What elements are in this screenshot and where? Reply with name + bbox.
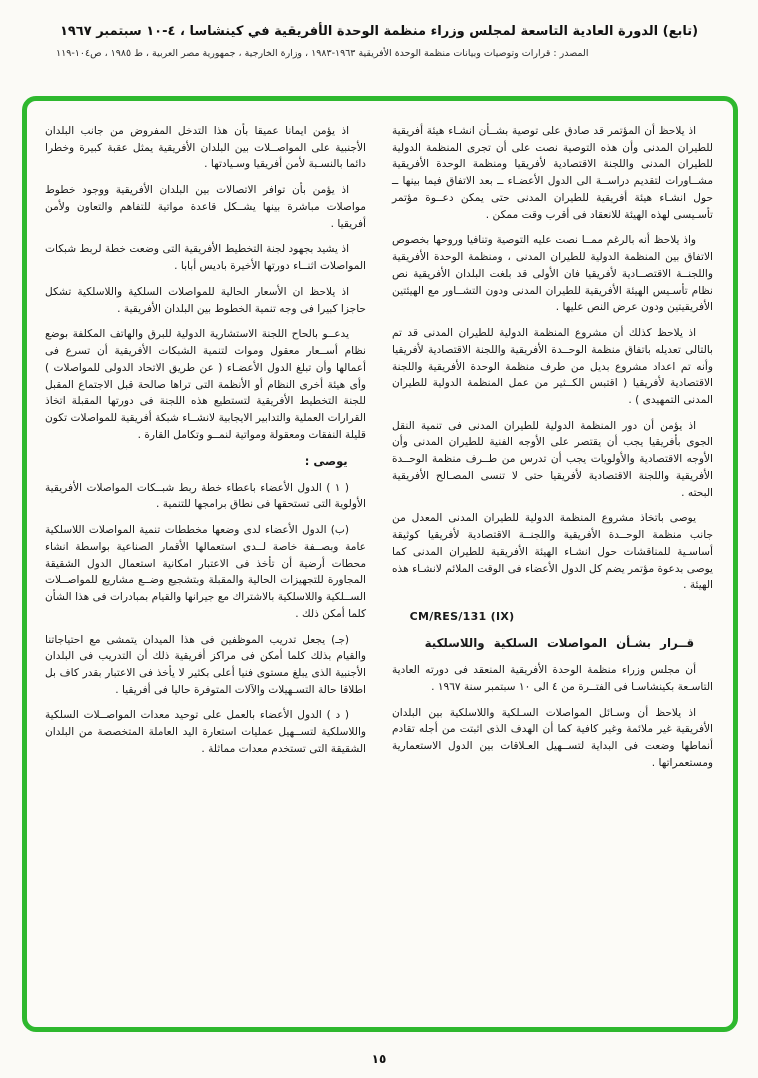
- left-column: [45, 123, 366, 1013]
- paragraph: اذ يؤمن ايمانا عميقا بأن هذا التدخل المفروض من جانب البلدان الأجنبية على المواصــلات بين البلدان الأفريقية يمثل عقبة كبيرة وخطرا دائما بالنسـبة لأمن أفريقيا وسـيادتها .: [45, 125, 366, 171]
- paragraph: واذ يلاحظ أنه بالرغم ممــا نصت عليه التوصية وتنافيا وروحها بخصوص الاتفاق بين المنظمة الدولية للطيران المدنى ، ومنظمة الوحدة الأفريقية واللجنــة الاقتصــادية لأفريقيا فان الأولى قد بلغت البلدان الأفريقية نص نظام تأسـيس الهيئة الأفريقية للطيران المدنى ودون التشــاور مع الهيئتين الأفريقيتين ودون عرض النص عليها .: [392, 234, 713, 314]
- paragraph: اذ يؤمن أن دور المنظمة الدولية للطيران المدنى فى تنمية النقل الجوى بأفريقيا يجب أن يقتصر على الأوجه الفنية للطيران المدنى وأن الأوجه الاقتصادية والأولويات يجب أن تدرس من طــرف منظمة الوحــدة الأفريقية واللجنة الاقتصادية لأفريقيا حتى لا تنسى المصـالح الأفريقية البحته .: [392, 419, 713, 499]
- page-number: ١٥: [371, 1052, 387, 1066]
- paragraph: اذ يلاحظ كذلك أن مشروع المنظمة الدولية للطيران المدنى قد تم بالتالى تعديله باتفاق منظمة الوحــدة الأفريقية واللجنة الاقتصادية لأفريقيا وأنه تم اعداد مشروع بديل من طرف منظمة الوحدة الأفريقية واللجنة الاقتصادية لأفريقيا ( اقتبس الكــثير من عمل المنظمة الدولية للطيران المدنى التمهيدى ) .: [392, 327, 713, 407]
- paragraph: أن مجلس وزراء منظمة الوحدة الأفريقية المنعقد فى دورته العادية التاسـعة بكينشاسـا فى الفتــرة من ٤ الى ١٠ سبتمبر سنة ١٩٦٧ .: [392, 664, 713, 693]
- paragraph: يدعــو بالحاح اللجنة الاستشارية الدولية للبرق والهاتف المكلفة بوضع نظام أســعار معقول وموات لتنمية الشبكات الأفريقية أن تسرع فى أعمالها وأن تبلغ الدول الأعضـاء ( عن طريق الاتحاد الدولى للمواصلات ) وأى هيئة أخرى النظام أو الأنظمة التى تراها صالحة قبل الاجتماع المقبل للجنة التخطيط الأفريقية لتستطيع هذه اللجنة فى دورتها المقبلة اتخاذ القرارات العملية والتدابير الايجابية لانشــاء شبكة أفريقية للمواصلات تكون قليلة النفقات ومعقولة ومواتية لنمــو وتكامل القارة .: [45, 328, 366, 441]
- recommendation-item: (ب) الدول الأعضاء لدى وضعها مخططات تنمية المواصلات اللاسلكية عامة وبصــفة خاصة لــدى استعمالها الأقمار الصناعية بواسطة انشاء محطات أرضية أن تأخذ فى الاعتبار امكانية استعمال الدول الشقيقة المجاورة للتجهيزات الحالية والمقبلة وبتشجيع وضــع مشاريع للمواصــلات الســلكية واللاسلكية بالاشتراك مع جيرانها والقيام بمبادرات فى هذا الشأن كلما أمكن ذلك .: [45, 524, 366, 620]
- resolution-heading: قــرار بشـأن المواصلات السلكية واللاسلكية: [424, 636, 695, 651]
- paragraph: اذ يلاحظ أن وسـائل المواصلات السـلكية واللاسلكية بين البلدان الأفريقية غير ملائمة وغير كافية كما أن الهدف الذى اثبتت من أجله تقادم أنماطها وضعت فى البداية لتســهيل العـلاقات بين الدول الاستعمارية ومستعمراتها .: [392, 706, 713, 769]
- document-title: (تابع) الدورة العادية التاسعة لمجلس وزراء منظمة الوحدة الأفريقية في كينشاسا ، ٤-١٠ سبتمبر ١٩٦٧: [59, 24, 699, 39]
- paragraph: اذ يلاحظ أن المؤتمر قد صادق على توصية بشــأن انشـاء هيئة أفريقية للطيران المدنى وأن هذه التوصية نصت على أن تجرى المنظمة الدولية للطيران المدنى واللجنة الاقتصادية لأفريقيا ومنظمة الوحدة الأفريقية مشــاورات لتقديم دراســة الى الدول الأعضـاء ــ بعد الاتفاق فيما بينها ــ حول انشـاء هيئة أفريقية للطيران المدنى حتى يمكن دعــوة مؤتمر تأسـيسى لهذه الهيئة للانعقاد فى أقرب وقت ممكن .: [392, 125, 713, 221]
- two-column-text: [45, 123, 713, 1013]
- green-border-frame: [22, 96, 738, 1032]
- paragraph: اذ يلاحظ ان الأسعار الحالية للمواصلات السلكية واللاسلكية تشكل حاجزا كبيرا فى وجه تنمية الخطوط بين البلدان الأفريقية .: [45, 285, 366, 315]
- right-column: [392, 123, 713, 1013]
- recommendation-item: ( د ) الدول الأعضاء بالعمل على توحيد معدات المواصــلات السلكية واللاسلكية لتســهيل عمليات استعارة اليد العاملة المتخصصة من البلدان الشقيقة التى تستخدم معدات مماثلة .: [45, 709, 366, 755]
- recommendations-heading: يوصى :: [304, 454, 348, 469]
- paragraph: يوصى باتخاذ مشروع المنظمة الدولية للطيران المدنى المعدل من جانب منظمة الوحــدة الأفريقية واللجنــة الاقتصادية لأفريقيا كوثيقة أساسـية للمناقشات حول انشـاء الهيئة الأفريقية للطيران المدنى كما يوصى بدعوة مؤتمر يضم كل الدول الأعضاء فى الوقت الملائم لانشـاء هذه الهيئة .: [392, 512, 713, 592]
- resolution-reference: CM/RES/131 (IX): [409, 610, 515, 624]
- recommendation-item: (جـ) يجعل تدريب الموظفين فى هذا الميدان يتمشى مع احتياجاتنا والقيام بذلك كلما أمكن فى مراكز أفريقية ذلك أن التدريب فى البلدان الأجنبية الذى يبلغ مستوى فنيا أعلى بكثير لا يأخذ فى الاعتبار بقدر كاف بل اطلاقا حالة التسـهيلات والآلات المتوفرة حاليا فى أفريقيا .: [45, 633, 366, 696]
- document-source-line: المصدر : قرارات وتوصيات وبيانات منظمة الوحدة الأفريقية ١٩٦٣-١٩٨٣ ، وزارة الخارجية ، جمهورية مصر العربية ، ط ١٩٨٥ ، ص١٠٤-١١٩: [56, 48, 589, 59]
- paragraph: اذ يؤمن بأن توافر الاتصالات بين البلدان الأفريقية ووجود خطوط مواصلات مباشرة بينها يشــكل قاعدة مواتية للتفاهم والتعاون ولأمن أفريقيا .: [45, 184, 366, 230]
- recommendation-item: ( ١ ) الدول الأعضاء باعطاء خطة ربط شبــكات المواصلات الأفريقية الأولوية التى تستحقها فى نطاق برامجها للتنمية .: [45, 481, 366, 511]
- paragraph: اذ يشيد بجهود لجنة التخطيط الأفريقية التى وضعت خطة لربط شبكات المواصلات اثنــاء دورتها الأخيرة باديس أبابا .: [45, 243, 366, 273]
- page-header: [0, 0, 758, 59]
